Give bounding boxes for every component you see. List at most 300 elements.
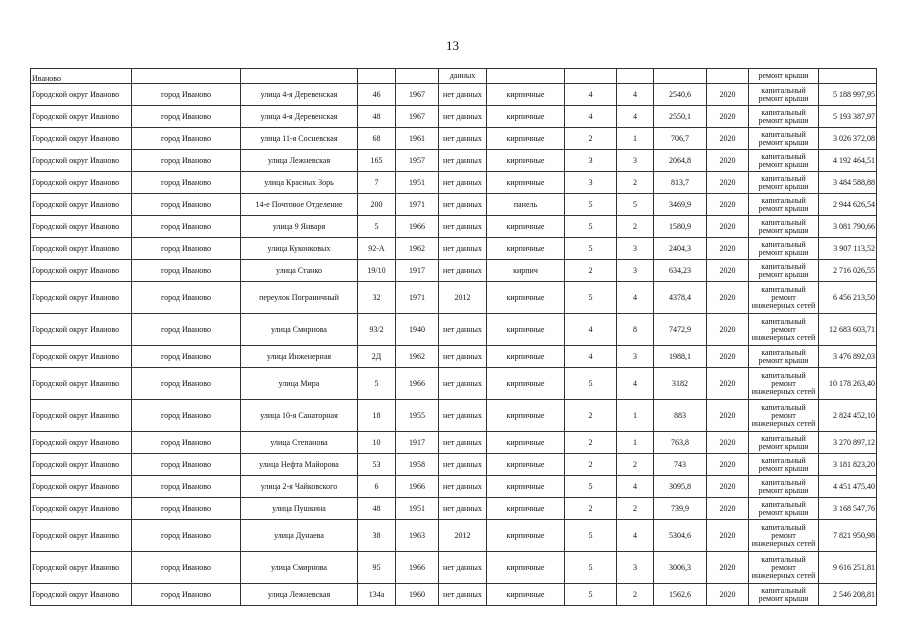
table-row: [31, 314, 877, 346]
cell-entrances: 4: [617, 476, 654, 498]
table-row: [31, 552, 877, 584]
cell-year-renovated: нет данных: [439, 584, 487, 606]
cell-year-built: 1971: [396, 194, 439, 216]
cell-street: улица Дунаева: [241, 520, 358, 552]
cell-floors: 4: [565, 314, 617, 346]
cell-floors: 5: [565, 216, 617, 238]
cell-municipality: Городской округ Иваново: [31, 172, 132, 194]
table-row: [31, 194, 877, 216]
cell-settlement: город Иваново: [132, 238, 241, 260]
cell-year-built: 1917: [396, 260, 439, 282]
cell-street: улица Лежневская: [241, 584, 358, 606]
cell-street: улица Куконковых: [241, 238, 358, 260]
cell-entrances: 2: [617, 216, 654, 238]
cell-municipality: Городской округ Иваново: [31, 498, 132, 520]
cell-floors: 4: [565, 84, 617, 106]
cell-year-renovated: нет данных: [439, 432, 487, 454]
cell-entrances: 2: [617, 454, 654, 476]
cell-settlement: город Иваново: [132, 498, 241, 520]
cell-year-built: 1955: [396, 400, 439, 432]
cell-work-type: капитальный ремонт крыши: [749, 476, 819, 498]
cell-wall-material: кирпичные: [487, 150, 565, 172]
cell-floors: 5: [565, 368, 617, 400]
cell-repair-year: 2020: [707, 216, 749, 238]
cell-entrances: 4: [617, 282, 654, 314]
cell-entrances: 2: [617, 172, 654, 194]
cell-year-built: 1966: [396, 368, 439, 400]
cell-floors: 5: [565, 194, 617, 216]
cell-work-type: капитальный ремонт крыши: [749, 260, 819, 282]
cell-street: улица 10-я Санаторная: [241, 400, 358, 432]
cell-entrances: 2: [617, 498, 654, 520]
cell-repair-year: [707, 69, 749, 84]
cell-area: 3469,9: [654, 194, 707, 216]
cell-floors: 5: [565, 238, 617, 260]
cell-area: 7472,9: [654, 314, 707, 346]
cell-year-renovated: нет данных: [439, 216, 487, 238]
cell-year-renovated: нет данных: [439, 498, 487, 520]
cell-street: улица 9 Января: [241, 216, 358, 238]
cell-floors: 2: [565, 432, 617, 454]
cell-municipality: Городской округ Иваново: [31, 238, 132, 260]
cell-entrances: 4: [617, 106, 654, 128]
cell-year-built: 1962: [396, 238, 439, 260]
cell-street: [241, 69, 358, 84]
cell-year-renovated: нет данных: [439, 106, 487, 128]
cell-street: улица Пушкина: [241, 498, 358, 520]
table-row: [31, 584, 877, 606]
cell-year-built: 1957: [396, 150, 439, 172]
cell-repair-year: 2020: [707, 454, 749, 476]
cell-street: улица Станко: [241, 260, 358, 282]
cell-floors: 5: [565, 476, 617, 498]
cell-municipality: Городской округ Иваново: [31, 194, 132, 216]
cell-wall-material: панель: [487, 194, 565, 216]
cell-entrances: 3: [617, 552, 654, 584]
cell-cost: 12 683 603,71: [819, 314, 877, 346]
cell-repair-year: 2020: [707, 238, 749, 260]
cell-municipality: Городской округ Иваново: [31, 520, 132, 552]
cell-settlement: город Иваново: [132, 432, 241, 454]
cell-year-renovated: нет данных: [439, 150, 487, 172]
cell-floors: 3: [565, 172, 617, 194]
table-row: [31, 106, 877, 128]
cell-settlement: город Иваново: [132, 314, 241, 346]
table-row: [31, 84, 877, 106]
cell-work-type: капитальный ремонт инженерных сетей: [749, 552, 819, 584]
cell-cost: 2 944 626,54: [819, 194, 877, 216]
cell-floors: 4: [565, 346, 617, 368]
cell-settlement: город Иваново: [132, 216, 241, 238]
cell-work-type: капитальный ремонт крыши: [749, 584, 819, 606]
table-row: [31, 216, 877, 238]
cell-wall-material: кирпич: [487, 260, 565, 282]
housing-repair-table: [30, 68, 877, 606]
cell-year-renovated: нет данных: [439, 314, 487, 346]
cell-cost: 4 192 464,51: [819, 150, 877, 172]
cell-work-type: капитальный ремонт инженерных сетей: [749, 368, 819, 400]
cell-area: 1562,6: [654, 584, 707, 606]
cell-entrances: 3: [617, 150, 654, 172]
cell-entrances: 3: [617, 238, 654, 260]
cell-area: 1988,1: [654, 346, 707, 368]
page-number: 13: [446, 38, 459, 53]
cell-wall-material: кирпичные: [487, 584, 565, 606]
cell-year-renovated: нет данных: [439, 128, 487, 150]
cell-municipality: Городской округ Иваново: [31, 282, 132, 314]
cell-settlement: город Иваново: [132, 454, 241, 476]
cell-house-number: 2Д: [358, 346, 396, 368]
cell-entrances: 4: [617, 368, 654, 400]
cell-area: 1580,9: [654, 216, 707, 238]
cell-house-number: 32: [358, 282, 396, 314]
cell-year-renovated: нет данных: [439, 400, 487, 432]
cell-area: 883: [654, 400, 707, 432]
cell-area: 763,8: [654, 432, 707, 454]
cell-wall-material: кирпичные: [487, 520, 565, 552]
cell-work-type: капитальный ремонт крыши: [749, 194, 819, 216]
cell-street: 14-е Почтовое Отделение: [241, 194, 358, 216]
cell-entrances: 5: [617, 194, 654, 216]
cell-area: 706,7: [654, 128, 707, 150]
cell-street: улица Степанова: [241, 432, 358, 454]
cell-cost: 3 026 372,08: [819, 128, 877, 150]
cell-house-number: 7: [358, 172, 396, 194]
cell-municipality: Городской округ Иваново: [31, 346, 132, 368]
cell-area: 2550,1: [654, 106, 707, 128]
cell-year-built: 1961: [396, 128, 439, 150]
cell-wall-material: кирпичные: [487, 282, 565, 314]
cell-street: улица Смирнова: [241, 552, 358, 584]
cell-cost: 3 476 892,03: [819, 346, 877, 368]
cell-settlement: город Иваново: [132, 106, 241, 128]
cell-work-type: капитальный ремонт крыши: [749, 216, 819, 238]
cell-year-renovated: нет данных: [439, 238, 487, 260]
cell-repair-year: 2020: [707, 476, 749, 498]
cell-wall-material: кирпичные: [487, 552, 565, 584]
cell-area: 739,9: [654, 498, 707, 520]
cell-year-renovated: 2012: [439, 282, 487, 314]
cell-settlement: город Иваново: [132, 476, 241, 498]
cell-house-number: 5: [358, 216, 396, 238]
cell-area: 743: [654, 454, 707, 476]
cell-area: 2064,8: [654, 150, 707, 172]
cell-work-type: капитальный ремонт инженерных сетей: [749, 314, 819, 346]
cell-year-renovated: нет данных: [439, 194, 487, 216]
cell-settlement: город Иваново: [132, 520, 241, 552]
cell-wall-material: кирпичные: [487, 432, 565, 454]
cell-municipality: Городской округ Иваново: [31, 584, 132, 606]
cell-year-renovated: нет данных: [439, 476, 487, 498]
cell-settlement: город Иваново: [132, 282, 241, 314]
cell-work-type: капитальный ремонт инженерных сетей: [749, 520, 819, 552]
cell-floors: 2: [565, 498, 617, 520]
table-row: [31, 128, 877, 150]
cell-municipality: Иваново: [31, 69, 132, 84]
table-row: [31, 346, 877, 368]
cell-house-number: 68: [358, 128, 396, 150]
table-row: [31, 172, 877, 194]
cell-street: улица 11-я Сосневская: [241, 128, 358, 150]
cell-floors: 2: [565, 400, 617, 432]
cell-municipality: Городской округ Иваново: [31, 368, 132, 400]
cell-house-number: [358, 69, 396, 84]
cell-cost: 3 181 823,20: [819, 454, 877, 476]
table-row: [31, 238, 877, 260]
cell-floors: 2: [565, 454, 617, 476]
cell-entrances: 4: [617, 84, 654, 106]
cell-cost: 2 824 452,10: [819, 400, 877, 432]
cell-house-number: 200: [358, 194, 396, 216]
cell-wall-material: кирпичные: [487, 84, 565, 106]
cell-settlement: город Иваново: [132, 84, 241, 106]
cell-house-number: 48: [358, 106, 396, 128]
cell-settlement: город Иваново: [132, 128, 241, 150]
cell-house-number: 5: [358, 368, 396, 400]
cell-year-renovated: нет данных: [439, 260, 487, 282]
cell-year-built: 1967: [396, 84, 439, 106]
cell-work-type: капитальный ремонт крыши: [749, 498, 819, 520]
cell-work-type: капитальный ремонт крыши: [749, 238, 819, 260]
cell-entrances: 4: [617, 520, 654, 552]
cell-settlement: город Иваново: [132, 346, 241, 368]
cell-entrances: 1: [617, 400, 654, 432]
cell-repair-year: 2020: [707, 346, 749, 368]
cell-work-type: капитальный ремонт инженерных сетей: [749, 282, 819, 314]
cell-house-number: 48: [358, 498, 396, 520]
cell-year-renovated: 2012: [439, 520, 487, 552]
cell-street: улица 2-я Чайковского: [241, 476, 358, 498]
cell-street: переулок Пограничный: [241, 282, 358, 314]
table-row: [31, 400, 877, 432]
cell-wall-material: кирпичные: [487, 400, 565, 432]
cell-municipality: Городской округ Иваново: [31, 260, 132, 282]
cell-settlement: [132, 69, 241, 84]
cell-work-type: капитальный ремонт крыши: [749, 432, 819, 454]
cell-floors: 2: [565, 128, 617, 150]
cell-cost: 4 451 475,40: [819, 476, 877, 498]
cell-entrances: 1: [617, 128, 654, 150]
cell-municipality: Городской округ Иваново: [31, 432, 132, 454]
cell-street: улица Смирнова: [241, 314, 358, 346]
cell-repair-year: 2020: [707, 400, 749, 432]
cell-year-built: 1951: [396, 498, 439, 520]
cell-repair-year: 2020: [707, 520, 749, 552]
cell-entrances: 1: [617, 432, 654, 454]
cell-year-built: 1967: [396, 106, 439, 128]
cell-wall-material: кирпичные: [487, 238, 565, 260]
cell-repair-year: 2020: [707, 128, 749, 150]
cell-repair-year: 2020: [707, 106, 749, 128]
cell-wall-material: кирпичные: [487, 172, 565, 194]
cell-floors: 4: [565, 106, 617, 128]
cell-house-number: 19/10: [358, 260, 396, 282]
cell-cost: 9 616 251,81: [819, 552, 877, 584]
cell-street: улица Нефта Майорова: [241, 454, 358, 476]
cell-municipality: Городской округ Иваново: [31, 454, 132, 476]
cell-house-number: 38: [358, 520, 396, 552]
cell-repair-year: 2020: [707, 150, 749, 172]
cell-entrances: 8: [617, 314, 654, 346]
cell-house-number: 92-А: [358, 238, 396, 260]
cell-area: 813,7: [654, 172, 707, 194]
table-row: [31, 69, 877, 84]
cell-year-built: 1966: [396, 552, 439, 584]
cell-municipality: Городской округ Иваново: [31, 150, 132, 172]
cell-municipality: Городской округ Иваново: [31, 400, 132, 432]
cell-year-renovated: нет данных: [439, 552, 487, 584]
cell-year-built: 1966: [396, 476, 439, 498]
cell-year-built: 1963: [396, 520, 439, 552]
cell-house-number: 165: [358, 150, 396, 172]
cell-repair-year: 2020: [707, 282, 749, 314]
cell-repair-year: 2020: [707, 194, 749, 216]
cell-repair-year: 2020: [707, 84, 749, 106]
table-row: [31, 454, 877, 476]
cell-cost: 5 193 387,97: [819, 106, 877, 128]
cell-work-type: капитальный ремонт крыши: [749, 172, 819, 194]
cell-floors: 2: [565, 260, 617, 282]
cell-year-built: 1917: [396, 432, 439, 454]
cell-municipality: Городской округ Иваново: [31, 552, 132, 584]
cell-wall-material: [487, 69, 565, 84]
cell-area: 2540,6: [654, 84, 707, 106]
table-row: [31, 282, 877, 314]
cell-work-type: капитальный ремонт инженерных сетей: [749, 400, 819, 432]
cell-cost: 6 456 213,50: [819, 282, 877, 314]
cell-work-type: ремонт крыши: [749, 69, 819, 84]
cell-year-built: 1958: [396, 454, 439, 476]
cell-cost: 3 168 547,76: [819, 498, 877, 520]
cell-municipality: Городской округ Иваново: [31, 476, 132, 498]
cell-house-number: 53: [358, 454, 396, 476]
cell-settlement: город Иваново: [132, 150, 241, 172]
cell-repair-year: 2020: [707, 432, 749, 454]
cell-cost: 3 081 790,66: [819, 216, 877, 238]
cell-year-built: 1940: [396, 314, 439, 346]
cell-year-built: 1962: [396, 346, 439, 368]
cell-settlement: город Иваново: [132, 260, 241, 282]
cell-entrances: [617, 69, 654, 84]
cell-house-number: 93/2: [358, 314, 396, 346]
cell-house-number: 134а: [358, 584, 396, 606]
cell-cost: 10 178 263,40: [819, 368, 877, 400]
cell-year-built: 1960: [396, 584, 439, 606]
cell-floors: [565, 69, 617, 84]
cell-municipality: Городской округ Иваново: [31, 314, 132, 346]
cell-year-built: 1971: [396, 282, 439, 314]
cell-wall-material: кирпичные: [487, 476, 565, 498]
cell-year-renovated: данных: [439, 69, 487, 84]
cell-cost: 5 188 997,95: [819, 84, 877, 106]
cell-municipality: Городской округ Иваново: [31, 84, 132, 106]
cell-repair-year: 2020: [707, 552, 749, 584]
cell-year-built: 1951: [396, 172, 439, 194]
cell-year-built: 1966: [396, 216, 439, 238]
cell-municipality: Городской округ Иваново: [31, 216, 132, 238]
cell-wall-material: кирпичные: [487, 454, 565, 476]
cell-repair-year: 2020: [707, 172, 749, 194]
cell-settlement: город Иваново: [132, 552, 241, 584]
cell-cost: [819, 69, 877, 84]
cell-year-renovated: нет данных: [439, 368, 487, 400]
cell-entrances: 3: [617, 346, 654, 368]
cell-cost: 3 484 588,88: [819, 172, 877, 194]
cell-area: 3006,3: [654, 552, 707, 584]
cell-area: 2404,3: [654, 238, 707, 260]
cell-area: 4378,4: [654, 282, 707, 314]
cell-settlement: город Иваново: [132, 584, 241, 606]
cell-area: 3095,8: [654, 476, 707, 498]
cell-wall-material: кирпичные: [487, 314, 565, 346]
cell-wall-material: кирпичные: [487, 128, 565, 150]
cell-cost: 3 270 897,12: [819, 432, 877, 454]
cell-cost: 3 907 113,52: [819, 238, 877, 260]
cell-year-renovated: нет данных: [439, 172, 487, 194]
cell-wall-material: кирпичные: [487, 346, 565, 368]
cell-area: 5304,6: [654, 520, 707, 552]
cell-floors: 5: [565, 282, 617, 314]
cell-work-type: капитальный ремонт крыши: [749, 150, 819, 172]
cell-wall-material: кирпичные: [487, 368, 565, 400]
table-row: [31, 368, 877, 400]
cell-work-type: капитальный ремонт крыши: [749, 454, 819, 476]
cell-floors: 3: [565, 150, 617, 172]
cell-repair-year: 2020: [707, 368, 749, 400]
cell-repair-year: 2020: [707, 260, 749, 282]
cell-municipality: Городской округ Иваново: [31, 106, 132, 128]
cell-settlement: город Иваново: [132, 368, 241, 400]
cell-wall-material: кирпичные: [487, 106, 565, 128]
table-row: [31, 260, 877, 282]
cell-floors: 5: [565, 552, 617, 584]
cell-house-number: 18: [358, 400, 396, 432]
cell-repair-year: 2020: [707, 584, 749, 606]
cell-street: улица 4-я Деревенская: [241, 106, 358, 128]
cell-wall-material: кирпичные: [487, 498, 565, 520]
cell-street: улица Инженерная: [241, 346, 358, 368]
cell-house-number: 10: [358, 432, 396, 454]
cell-floors: 5: [565, 520, 617, 552]
cell-street: улица Красных Зорь: [241, 172, 358, 194]
cell-work-type: капитальный ремонт крыши: [749, 128, 819, 150]
cell-house-number: 46: [358, 84, 396, 106]
cell-cost: 2 716 026,55: [819, 260, 877, 282]
cell-street: улица 4-я Деревенская: [241, 84, 358, 106]
cell-work-type: капитальный ремонт крыши: [749, 84, 819, 106]
cell-year-renovated: нет данных: [439, 84, 487, 106]
cell-wall-material: кирпичные: [487, 216, 565, 238]
cell-settlement: город Иваново: [132, 172, 241, 194]
cell-settlement: город Иваново: [132, 194, 241, 216]
cell-entrances: 2: [617, 584, 654, 606]
cell-year-built: [396, 69, 439, 84]
cell-cost: 2 546 208,81: [819, 584, 877, 606]
cell-year-renovated: нет данных: [439, 454, 487, 476]
table-row: [31, 520, 877, 552]
cell-entrances: 3: [617, 260, 654, 282]
cell-area: 634,23: [654, 260, 707, 282]
cell-municipality: Городской округ Иваново: [31, 128, 132, 150]
cell-repair-year: 2020: [707, 498, 749, 520]
cell-settlement: город Иваново: [132, 400, 241, 432]
table-row: [31, 432, 877, 454]
cell-year-renovated: нет данных: [439, 346, 487, 368]
cell-work-type: капитальный ремонт крыши: [749, 106, 819, 128]
table-row: [31, 150, 877, 172]
cell-cost: 7 821 950,98: [819, 520, 877, 552]
cell-work-type: капитальный ремонт крыши: [749, 346, 819, 368]
